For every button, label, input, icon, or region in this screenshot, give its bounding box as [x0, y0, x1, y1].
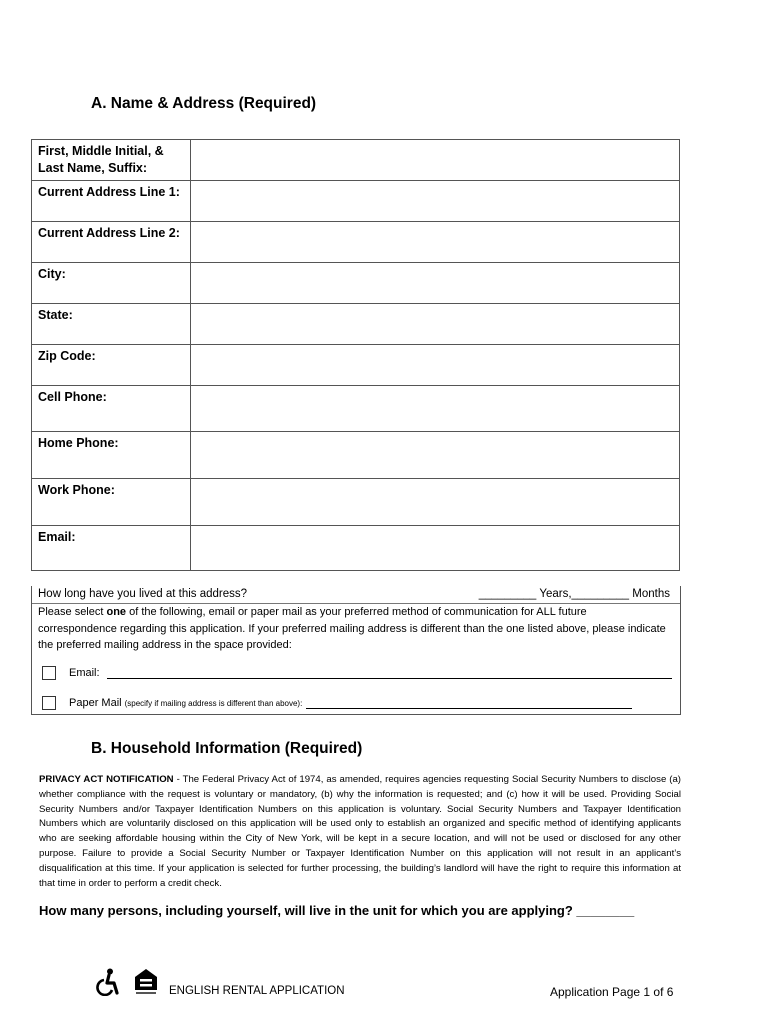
email-option-label: Email:	[69, 667, 100, 679]
residence-row	[38, 588, 670, 600]
field-label-state: State:	[32, 304, 191, 345]
pref-text-bold: one	[106, 606, 127, 618]
privacy-body: - The Federal Privacy Act of 1974, as amended, requires agencies requesting Social Security Numbers to disclose (a) whether compliance with the request is voluntary or mandatory, (b) why the information is requested; and (c) how it will be used. Providing Social Security Numbers and/or Taxpayer Identification Numbers on this application is voluntary. Social Security Numbers and Taxpayer Identification Numbers which are voluntarily disclosed on this application will be used only to establish an organized and specific method of identifying applicants who are seeking affordable housing within the City of New York, will be kept in a secure location, and will not be used or disclosed for any other purpose. Failure to provide a Social Security Number or Taxpayer Identification Number on this application will not result in an applicant’s disqualification at this time. If your application is selected for further processing, the building’s landlord will have the right to require this information at that time in order to perform a credit check.	[39, 774, 681, 889]
section-b-title: B. Household Information (Required)	[91, 740, 363, 757]
residence-question: How long have you lived at this address?	[38, 588, 248, 600]
field-input-work-phone[interactable]	[191, 479, 680, 526]
page-number: Application Page 1 of 6	[550, 985, 674, 999]
field-label-address1: Current Address Line 1:	[32, 181, 191, 222]
field-input-cell-phone[interactable]	[191, 386, 680, 432]
equal-housing-opportunity-icon	[134, 968, 158, 996]
paper-mail-checkbox[interactable]	[42, 696, 56, 710]
field-label-cell-phone: Cell Phone:	[32, 386, 191, 432]
privacy-notice	[39, 773, 681, 891]
field-input-name[interactable]	[191, 140, 680, 181]
paper-mail-option	[42, 696, 632, 710]
paper-mail-note: (specify if mailing address is different than above):	[124, 698, 303, 708]
field-label-email: Email:	[32, 526, 191, 571]
email-option	[42, 666, 672, 680]
field-label-zip: Zip Code:	[32, 345, 191, 386]
accessibility-icon	[95, 968, 121, 996]
field-input-city[interactable]	[191, 263, 680, 304]
footer-title: ENGLISH RENTAL APPLICATION	[169, 985, 345, 997]
section-a-title: A. Name & Address (Required)	[91, 95, 317, 112]
field-input-address1[interactable]	[191, 181, 680, 222]
field-label-home-phone: Home Phone:	[32, 432, 191, 479]
field-input-zip[interactable]	[191, 345, 680, 386]
field-input-home-phone[interactable]	[191, 432, 680, 479]
paper-mail-line[interactable]	[306, 697, 632, 709]
months-blank[interactable]: _________	[571, 588, 630, 600]
years-blank[interactable]: _________	[478, 588, 537, 600]
name-address-table	[31, 139, 680, 571]
field-label-address2: Current Address Line 2:	[32, 222, 191, 263]
field-label-work-phone: Work Phone:	[32, 479, 191, 526]
field-input-state[interactable]	[191, 304, 680, 345]
privacy-heading: PRIVACY ACT NOTIFICATION	[39, 774, 174, 785]
preference-instructions	[38, 604, 668, 654]
pref-text-rest: of the following, email or paper mail as your preferred method of communication for ALL future correspondence regarding this application. If your preferred mailing address is different than the one listed above, please indicate the preferred mailing address in the space provided:	[38, 606, 666, 651]
pref-text-start: Please select	[38, 606, 107, 618]
field-label-name: First, Middle Initial, & Last Name, Suffix:	[32, 140, 191, 181]
email-option-line[interactable]	[107, 667, 672, 679]
field-label-city: City:	[32, 263, 191, 304]
household-question: How many persons, including yourself, will live in the unit for which you are applying? ________	[39, 903, 635, 918]
years-label: Years,	[539, 588, 572, 600]
months-label: Months	[632, 588, 670, 600]
field-input-email[interactable]	[191, 526, 680, 571]
email-checkbox[interactable]	[42, 666, 56, 680]
residence-preference-box	[31, 586, 681, 715]
paper-mail-label: Paper Mail	[69, 697, 122, 709]
field-input-address2[interactable]	[191, 222, 680, 263]
